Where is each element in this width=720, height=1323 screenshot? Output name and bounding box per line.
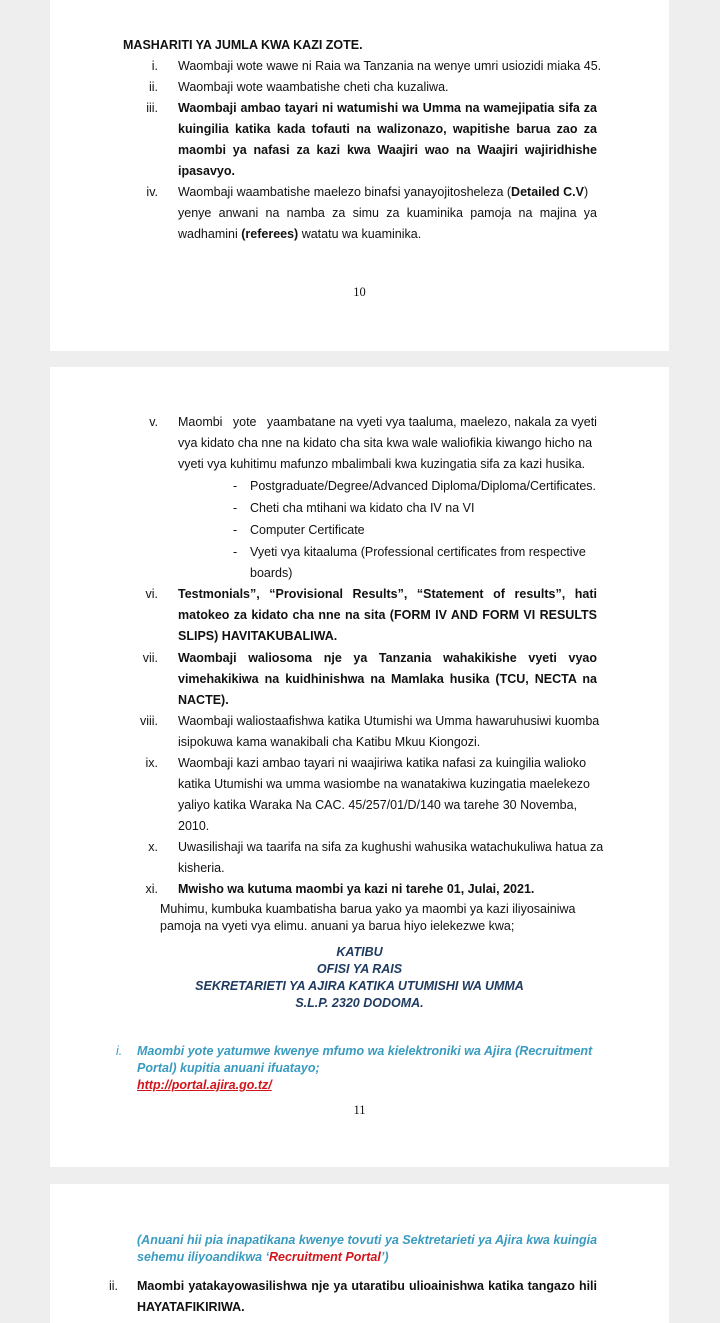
- bullet-dash: -: [233, 479, 238, 493]
- item-text: Waombaji waliostaafishwa katika Utumishi wa Umma hawaruhusiwi kuomba: [178, 714, 600, 728]
- item-text: Maombi yote yaambatane na vyeti vya taaluma, maelezo, nakala za vyeti: [178, 415, 597, 429]
- portal-note: sehemu iliyoandikwa ‘Recruitment Portal’): [137, 1250, 389, 1264]
- bullet-text: Postgraduate/Degree/Advanced Diploma/Diploma/Certificates.: [250, 479, 597, 493]
- item-text: vimehakikiwa na kuidhinishwa na Mamlaka husika (TCU, NECTA na: [178, 672, 597, 686]
- item-text: Waombaji ambao tayari ni watumishi wa Umma na wamejipatia sifa za: [178, 101, 597, 115]
- item-text: wadhamini (referees) watatu wa kuaminika.: [178, 227, 422, 241]
- item-number: ii.: [108, 1279, 118, 1293]
- bullet-text: Vyeti vya kitaaluma (Professional certificates from respective: [250, 545, 586, 559]
- item-text: vyeti vya kuhitimu mafunzo mbalimbali kwa kuzingatia sifa za kazi husika.: [178, 457, 586, 471]
- item-text: matokeo za kidato cha nne na sita (FORM IV AND FORM VI RESULTS: [178, 608, 597, 622]
- item-number: xi.: [145, 882, 158, 896]
- item-text: maombi ya nafasi za kazi kwa Waajiri wao na Waajiri wajiridhishe: [178, 143, 597, 157]
- portal-text: Maombi yote yatumwe kwenye mfumo wa kielektroniki wa Ajira (Recruitment: [137, 1044, 593, 1058]
- item-text: Waombaji kazi ambao tayari ni waajiriwa katika nafasi za kuingilia walioko: [178, 756, 587, 770]
- note-text: pamoja na vyeti vya elimu. anuani ya barua hiyo ielekezwe kwa;: [160, 919, 515, 933]
- bullet-text: boards): [250, 566, 293, 580]
- bullet-dash: -: [233, 501, 238, 515]
- item-text: Waombaji waliosoma nje ya Tanzania wahakikishe vyeti vyao: [178, 651, 597, 665]
- bullet-dash: -: [233, 545, 238, 559]
- item-text: ipasavyo.: [178, 164, 235, 178]
- address-line: KATIBU: [336, 945, 383, 959]
- item-number: x.: [148, 840, 158, 854]
- item-text: Mwisho wa kutuma maombi ya kazi ni tarehe 01, Julai, 2021.: [178, 882, 535, 896]
- document-page-10: [50, 0, 669, 351]
- item-text: isipokuwa kama wanakibali cha Katibu Mkuu Kiongozi.: [178, 735, 481, 749]
- item-text: kisheria.: [178, 861, 225, 875]
- item-text: yenye anwani na namba za simu za kuaminika pamoja na majina ya: [178, 206, 597, 220]
- address-line: OFISI YA RAIS: [316, 962, 403, 976]
- item-text: kuingilia katika kada tofauti na walizonazo, wapitishe barua zao za: [178, 122, 597, 136]
- item-text: vya kidato cha nne na kidato cha sita kwa wale waliofikia kiwango hicho na: [178, 436, 593, 450]
- portal-note: (Anuani hii pia inapatikana kwenye tovuti ya Sektretarieti ya Ajira kwa kuingia: [137, 1233, 598, 1247]
- bullet-dash: -: [233, 523, 238, 537]
- item-number: ii.: [148, 80, 158, 94]
- page-number: 10: [353, 285, 366, 299]
- portal-number: i.: [116, 1044, 123, 1058]
- item-text: katika Utumishi wa umma wasiombe na wanatakiwa kuzingatia maelekezo: [178, 777, 590, 791]
- item-text: SLIPS) HAVITAKUBALIWA.: [178, 629, 338, 643]
- item-text: Waombaji wote wawe ni Raia wa Tanzania na wenye umri usiozidi miaka 45.: [178, 59, 602, 73]
- item-number: iii.: [146, 101, 158, 115]
- bullet-text: Cheti cha mtihani wa kidato cha IV na VI: [250, 501, 475, 515]
- item-text: 2010.: [178, 819, 210, 833]
- address-line: S.L.P. 2320 DODOMA.: [295, 996, 424, 1010]
- item-text: HAYATAFIKIRIWA.: [137, 1300, 245, 1314]
- page-number: 11: [353, 1103, 366, 1117]
- item-text: Uwasilishaji wa taarifa na sifa za kughushi wahusika watachukuliwa hatua za: [178, 840, 604, 854]
- item-number: v.: [149, 415, 158, 429]
- item-text: yaliyo katika Waraka Na CAC. 45/257/01/D/140 wa tarehe 30 Novemba,: [178, 798, 578, 812]
- item-number: i.: [151, 59, 158, 73]
- section-heading: MASHARITI YA JUMLA KWA KAZI ZOTE.: [123, 38, 363, 52]
- item-number: iv.: [146, 185, 158, 199]
- item-text: Testmonials”, “Provisional Results”, “Statement of results”, hati: [178, 587, 597, 601]
- item-number: vii.: [142, 651, 158, 665]
- item-number: ix.: [145, 756, 158, 770]
- item-text: Waombaji wote waambatishe cheti cha kuzaliwa.: [178, 80, 449, 94]
- bullet-text: Computer Certificate: [250, 523, 365, 537]
- item-text: NACTE).: [178, 693, 229, 707]
- portal-link[interactable]: http://portal.ajira.go.tz/: [137, 1078, 272, 1092]
- item-text: Waombaji waambatishe maelezo binafsi yanayojitosheleza (Detailed C.V): [178, 185, 589, 199]
- document-page-12: [50, 1184, 669, 1323]
- address-line: SEKRETARIETI YA AJIRA KATIKA UTUMISHI WA UMMA: [195, 979, 524, 993]
- document-page-11: [50, 367, 669, 1167]
- note-text: Muhimu, kumbuka kuambatisha barua yako ya maombi ya kazi iliyosainiwa: [160, 902, 576, 916]
- item-number: vi.: [145, 587, 158, 601]
- item-text: Maombi yatakayowasilishwa nje ya utaratibu ulioainishwa katika tangazo hili: [137, 1279, 597, 1293]
- portal-text: Portal) kupitia anuani ifuatayo;: [137, 1061, 320, 1075]
- item-number: viii.: [139, 714, 158, 728]
